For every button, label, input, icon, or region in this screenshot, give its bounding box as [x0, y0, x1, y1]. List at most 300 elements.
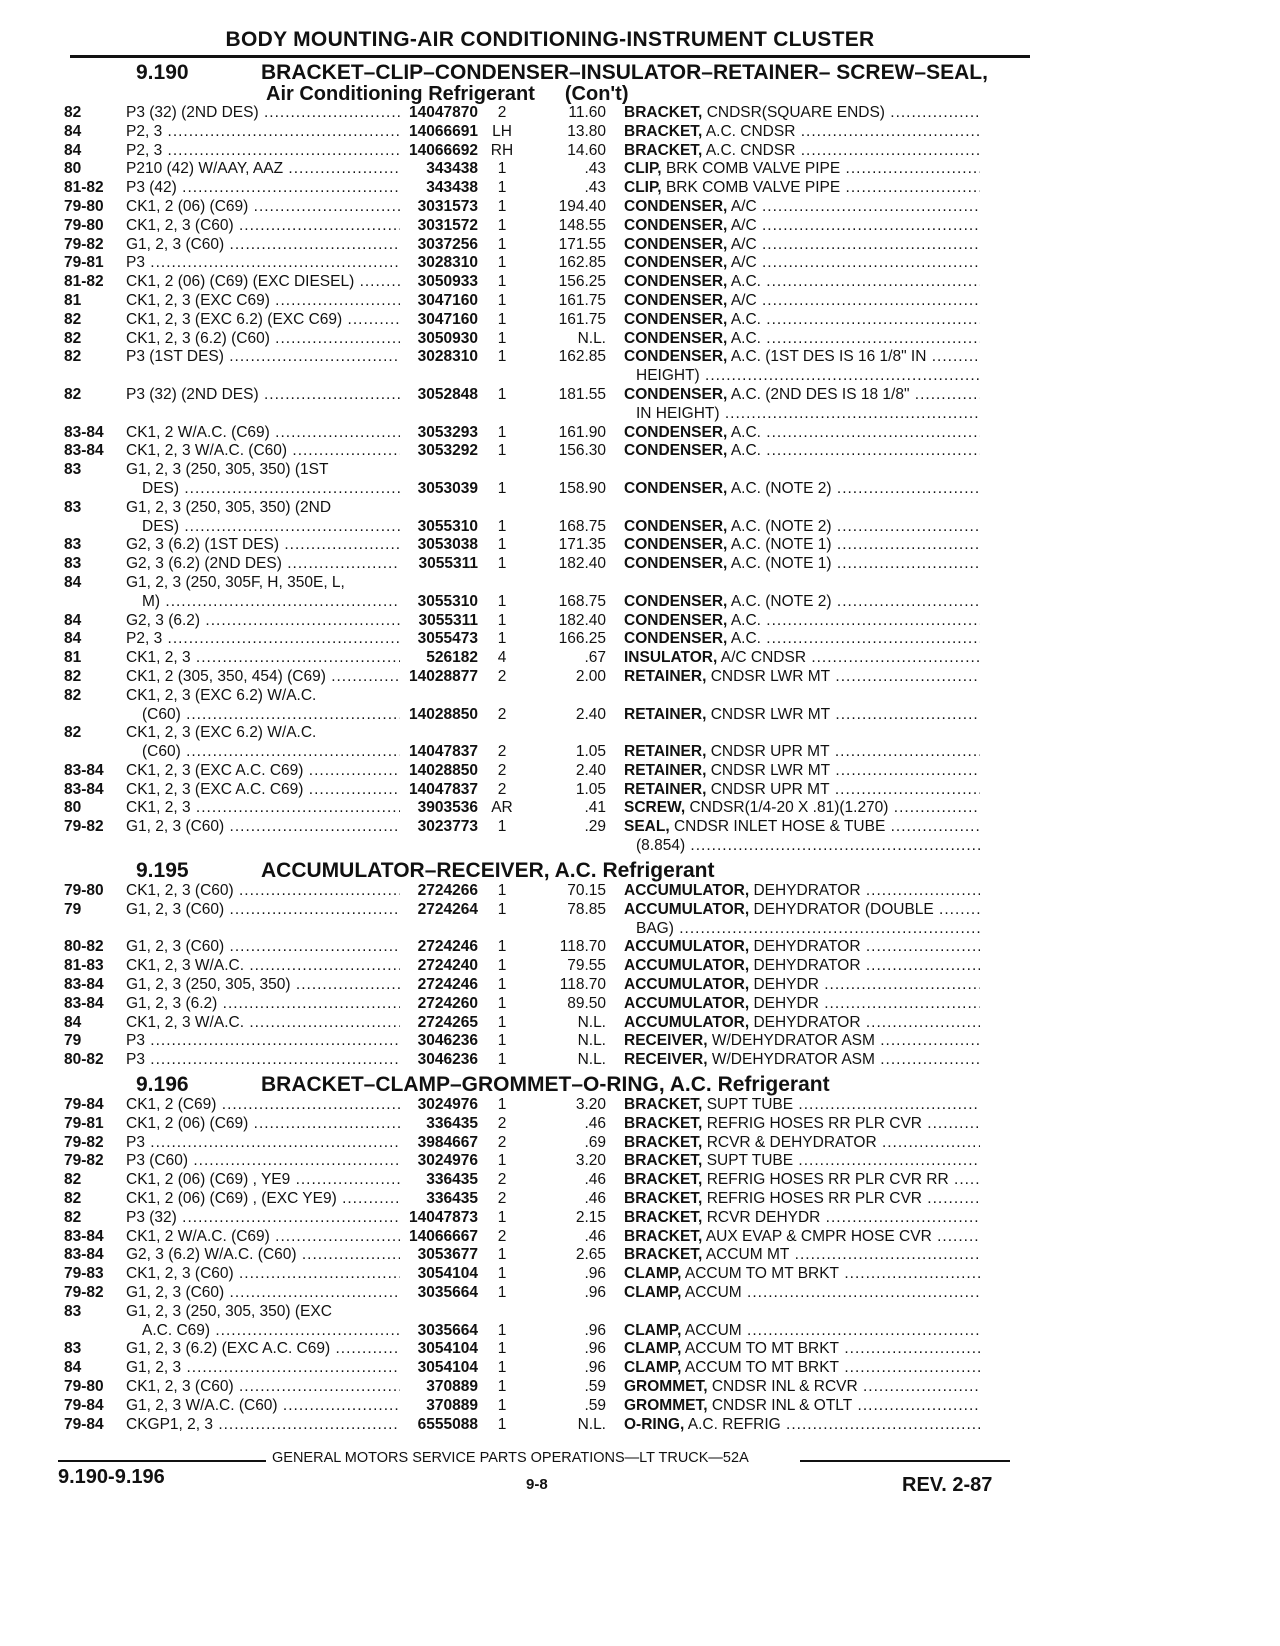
section-name: BRACKET–CLIP–CONDENSER–INSULATOR–RETAINER– SCREW–SEAL,: [261, 61, 988, 84]
description: [624, 536, 980, 555]
part-number: 14028850: [409, 761, 478, 779]
parts-row: [64, 555, 1044, 574]
part-detail: A/C: [730, 291, 757, 309]
model-years: 83-84: [64, 442, 104, 460]
price: 13.80: [567, 122, 606, 140]
parts-row: [64, 254, 1044, 273]
models-line: G2, 3 (6.2) (1ST DES) .....: [126, 536, 400, 553]
model-years: 82: [64, 348, 82, 366]
models: [126, 1152, 400, 1171]
parts-row: [64, 198, 1044, 217]
quantity: 1: [497, 1377, 507, 1395]
description: [624, 882, 980, 901]
models: [126, 198, 400, 217]
models-line: P3 (32) .....: [126, 1209, 400, 1226]
price: 158.90: [558, 479, 606, 497]
price: 166.25: [558, 630, 606, 648]
part-detail: A.C. (NOTE 2): [730, 517, 832, 535]
footer-rule-right: [800, 1460, 1010, 1462]
description-line: [624, 442, 980, 461]
model-years: 81-82: [64, 179, 104, 197]
description: [624, 1340, 980, 1359]
part-number: 3054104: [417, 1265, 478, 1283]
footer-section-range: 9.190-9.196: [58, 1466, 165, 1488]
price: N.L.: [577, 1013, 606, 1031]
price: 161.75: [558, 291, 606, 309]
model-years: 84: [64, 630, 82, 648]
part-number: 3053292: [417, 442, 478, 460]
models-line: G1, 2, 3 (6.2) (EXC A.C. C69) .....: [126, 1340, 400, 1357]
models: [126, 938, 400, 957]
parts-row: [64, 724, 1044, 762]
description-line: [624, 254, 980, 273]
section-9-190: [64, 62, 1044, 856]
part-detail: CNDSR INL & OTLT: [711, 1396, 853, 1414]
part-name: BRACKET,: [624, 1189, 703, 1207]
model-years: 79-82: [64, 1133, 104, 1151]
description-line: [624, 957, 980, 976]
model-years: 81-82: [64, 273, 104, 291]
models: [126, 1115, 400, 1134]
description-line: [624, 217, 980, 236]
models-line: CK1, 2 (06) (C69) , YE9 .....: [126, 1171, 400, 1188]
models: [126, 976, 400, 995]
description-line: [624, 1340, 980, 1359]
description-line: [624, 536, 980, 555]
description-line: [624, 799, 980, 818]
models-line: CK1, 2 W/A.C. (C69) .....: [126, 424, 400, 441]
models-line: CK1, 2, 3 (C60) .....: [126, 882, 400, 899]
description: [624, 976, 980, 995]
parts-row: [64, 799, 1044, 818]
models: [126, 1340, 400, 1359]
parts-row: [64, 1228, 1044, 1247]
part-name: BRACKET,: [624, 122, 703, 140]
part-detail: A/C: [730, 254, 757, 272]
part-number: 3053039: [417, 479, 478, 497]
models: [126, 799, 400, 818]
part-detail: W/DEHYDRATOR ASM: [711, 1032, 875, 1050]
part-name: RETAINER,: [624, 705, 707, 723]
quantity: 1: [497, 818, 507, 836]
description: [624, 743, 980, 762]
part-name: CLAMP,: [624, 1359, 682, 1377]
parts-row: [64, 649, 1044, 668]
part-name: BRACKET,: [624, 104, 703, 121]
models-line: (C60) .....: [126, 706, 400, 725]
description-continued: IN HEIGHT) .....: [624, 405, 980, 424]
description-line: [624, 424, 980, 443]
quantity: 1: [497, 882, 507, 899]
price: .96: [584, 1321, 606, 1339]
part-name: CLAMP,: [624, 1283, 682, 1301]
part-detail: A.C.: [730, 630, 761, 648]
model-years: 82: [64, 1208, 82, 1226]
models-line: G1, 2, 3 W/A.C. (C60) .....: [126, 1397, 400, 1414]
footer-revision: REV. 2-87: [902, 1474, 993, 1496]
price: 182.40: [558, 555, 606, 573]
part-name: CONDENSER,: [624, 254, 728, 272]
models-line: CK1, 2 (C69) .....: [126, 1096, 400, 1113]
price: 78.85: [567, 900, 606, 918]
part-name: BRACKET,: [624, 1171, 703, 1189]
description: [624, 442, 980, 461]
price: 2.00: [575, 667, 606, 685]
part-number: 336435: [426, 1171, 478, 1189]
description-line: [624, 1228, 980, 1247]
model-years: 82: [64, 1171, 82, 1189]
quantity: RH: [490, 141, 514, 159]
model-years: 79-80: [64, 1377, 104, 1395]
description: [624, 198, 980, 217]
part-name: BRACKET,: [624, 141, 703, 159]
quantity: 2: [497, 705, 507, 723]
part-name: RETAINER,: [624, 667, 707, 685]
models-line: CK1, 2, 3 (6.2) (C60) .....: [126, 330, 400, 347]
part-number: 3037256: [417, 235, 478, 253]
price: 182.40: [558, 611, 606, 629]
models-line: M) .....: [126, 593, 400, 612]
part-number: 14028850: [409, 705, 478, 723]
price: .46: [584, 1189, 606, 1207]
description-line: [624, 518, 980, 537]
description: [624, 1322, 980, 1341]
section-title: [64, 860, 1044, 882]
quantity: 1: [497, 235, 507, 253]
part-name: RETAINER,: [624, 780, 707, 798]
models-line: CK1, 2, 3 W/A.C. .....: [126, 1014, 400, 1031]
part-detail: DEHYDR: [753, 975, 819, 993]
models: [126, 818, 400, 837]
models-line: P210 (42) W/AAY, AAZ .....: [126, 160, 400, 177]
part-detail: REFRIG HOSES RR PLR CVR: [706, 1114, 922, 1132]
part-name: CONDENSER,: [624, 235, 728, 253]
description-line: [624, 104, 980, 123]
description: [624, 480, 980, 499]
part-detail: CNDSR(1/4-20 X .81)(1.270): [689, 799, 889, 817]
parts-row: [64, 1416, 1044, 1435]
models-line: G1, 2, 3 (250, 305, 350) (1ST: [126, 461, 329, 479]
part-number: 3028310: [417, 254, 478, 272]
models: [126, 536, 400, 555]
quantity: 1: [497, 555, 507, 573]
part-number: 370889: [426, 1396, 478, 1414]
part-name: CLIP,: [624, 160, 662, 178]
price: .96: [584, 1340, 606, 1358]
description: [624, 424, 980, 443]
description: [624, 901, 980, 939]
models: [126, 1014, 400, 1033]
part-name: RECEIVER,: [624, 1032, 708, 1050]
price: .41: [584, 799, 606, 817]
price: 3.20: [575, 1096, 606, 1113]
models: [126, 424, 400, 443]
models: [126, 1378, 400, 1397]
parts-row: [64, 273, 1044, 292]
description-line: [624, 706, 980, 725]
description: [624, 781, 980, 800]
models: [126, 160, 400, 179]
description: [624, 1134, 980, 1153]
quantity: AR: [491, 799, 513, 817]
parts-row: [64, 536, 1044, 555]
part-name: CONDENSER,: [624, 536, 728, 554]
part-number: 3055311: [418, 555, 478, 573]
price: 11.60: [568, 104, 606, 121]
part-number: 526182: [426, 649, 478, 667]
parts-row: [64, 160, 1044, 179]
models-line: A.C. C69) .....: [126, 1322, 400, 1341]
footer-page-number: 9-8: [526, 1476, 548, 1493]
section-9-196: [64, 1074, 1044, 1434]
price: 181.55: [558, 385, 606, 403]
model-years: 79-84: [64, 1096, 104, 1113]
part-detail: REFRIG HOSES RR PLR CVR: [706, 1189, 922, 1207]
part-number: 2724264: [417, 900, 478, 918]
description-line: [624, 236, 980, 255]
description: [624, 593, 980, 612]
quantity: 1: [497, 1340, 507, 1358]
models-line: P3 .....: [126, 1051, 400, 1068]
models: [126, 1134, 400, 1153]
description: [624, 1209, 980, 1228]
price: 162.85: [558, 348, 606, 366]
price: 156.25: [558, 273, 606, 291]
models-line: P2, 3 .....: [126, 142, 400, 159]
models: [126, 217, 400, 236]
price: .59: [584, 1377, 606, 1395]
description: [624, 1359, 980, 1378]
quantity: 1: [497, 994, 507, 1012]
models: [126, 612, 400, 631]
quantity: 2: [497, 1189, 507, 1207]
part-number: 3053677: [417, 1246, 478, 1264]
price: 118.70: [559, 975, 606, 993]
description: [624, 938, 980, 957]
part-detail: CNDSR INLET HOSE & TUBE: [673, 818, 886, 836]
parts-row: [64, 1265, 1044, 1284]
parts-row: [64, 1359, 1044, 1378]
parts-row: [64, 901, 1044, 939]
model-years: 80-82: [64, 938, 104, 956]
price: 118.70: [559, 938, 606, 956]
models: [126, 781, 400, 800]
description-line: [624, 1115, 980, 1134]
parts-row: [64, 179, 1044, 198]
part-detail: A.C.: [730, 611, 761, 629]
description-line: [624, 273, 980, 292]
quantity: 4: [497, 649, 507, 667]
price: 3.20: [575, 1152, 606, 1170]
description-line: [624, 762, 980, 781]
models: [126, 1228, 400, 1247]
model-years: 83: [64, 461, 82, 479]
description: [624, 518, 980, 537]
model-years: 84: [64, 122, 82, 140]
part-name: BRACKET,: [624, 1133, 703, 1151]
part-detail: CNDSR LWR MT: [710, 761, 831, 779]
models: [126, 386, 400, 405]
part-number: 3035664: [417, 1321, 478, 1339]
models-line: CK1, 2, 3 .....: [126, 649, 400, 666]
models-line: DES) .....: [126, 518, 400, 537]
part-detail: CNDSR UPR MT: [710, 743, 830, 761]
description: [624, 330, 980, 349]
description: [624, 348, 980, 386]
model-years: 83-84: [64, 1227, 104, 1245]
parts-row: [64, 1051, 1044, 1070]
description: [624, 1051, 980, 1070]
description-line: [624, 882, 980, 901]
model-years: 83: [64, 1340, 82, 1358]
parts-row: [64, 217, 1044, 236]
price: .96: [584, 1265, 606, 1283]
models-line: CK1, 2 (06) (C69) .....: [126, 198, 400, 215]
part-name: CONDENSER,: [624, 273, 728, 291]
models: [126, 123, 400, 142]
models-wrap: [126, 499, 400, 537]
part-name: ACCUMULATOR,: [624, 975, 750, 993]
part-detail: ACCUM: [684, 1321, 742, 1339]
part-number: 3024976: [417, 1152, 478, 1170]
quantity: 1: [497, 1096, 507, 1113]
description-continued: (8.854) .....: [624, 837, 980, 856]
models: [126, 330, 400, 349]
model-years: 84: [64, 1359, 82, 1377]
quantity: 1: [497, 273, 507, 291]
models-line: CK1, 2 (06) (C69) , (EXC YE9) .....: [126, 1190, 400, 1207]
part-number: 3047160: [417, 310, 478, 328]
part-name: CLAMP,: [624, 1340, 682, 1358]
part-name: CONDENSER,: [624, 555, 728, 573]
model-years: 80: [64, 799, 82, 817]
part-name: CONDENSER,: [624, 592, 728, 610]
model-years: 80: [64, 160, 82, 178]
part-name: CLAMP,: [624, 1265, 682, 1283]
quantity: 1: [497, 611, 507, 629]
price: 79.55: [567, 957, 606, 975]
description-line: [624, 160, 980, 179]
part-detail: DEHYDRATOR: [753, 938, 861, 956]
models: [126, 499, 400, 537]
models-line: G1, 2, 3 (C60) .....: [126, 818, 400, 835]
models-line: G1, 2, 3 (C60) .....: [126, 938, 400, 955]
quantity: 1: [497, 1283, 507, 1301]
model-years: 79-80: [64, 216, 104, 234]
part-number: 14047870: [409, 104, 478, 121]
models-line: G1, 2, 3 (C60) .....: [126, 236, 400, 253]
part-number: 14066667: [409, 1227, 478, 1245]
description: [624, 1190, 980, 1209]
parts-row: [64, 1209, 1044, 1228]
models: [126, 555, 400, 574]
models-line: CK1, 2, 3 (EXC A.C. C69) .....: [126, 781, 400, 798]
price: .67: [584, 649, 606, 667]
part-detail: SUPT TUBE: [706, 1152, 794, 1170]
price: 168.75: [558, 592, 606, 610]
parts-row: [64, 574, 1044, 612]
footer-rule-left: [58, 1460, 266, 1462]
description-line: [624, 348, 980, 367]
models: [126, 668, 400, 687]
description-line: [624, 1014, 980, 1033]
parts-row: [64, 781, 1044, 800]
part-detail: ACCUM MT: [705, 1246, 790, 1264]
part-detail: A.C. REFRIG: [687, 1415, 781, 1433]
part-number: 3035664: [417, 1283, 478, 1301]
models-line: G2, 3 (6.2) .....: [126, 612, 400, 629]
part-detail: A.C.: [730, 310, 761, 328]
part-detail: REFRIG HOSES RR PLR CVR RR: [706, 1171, 949, 1189]
part-number: 3053293: [417, 423, 478, 441]
parts-row: [64, 957, 1044, 976]
parts-row: [64, 104, 1044, 123]
model-years: 83: [64, 555, 82, 573]
quantity: 1: [497, 517, 507, 535]
part-number: 3052848: [417, 385, 478, 403]
part-name: CONDENSER,: [624, 630, 728, 648]
description: [624, 1397, 980, 1416]
model-years: 83-84: [64, 994, 104, 1012]
part-number: 336435: [426, 1189, 478, 1207]
description: [624, 1014, 980, 1033]
part-detail: CNDSR(SQUARE ENDS): [706, 104, 885, 121]
price: 2.65: [575, 1246, 606, 1264]
part-detail: A.C. CNDSR: [705, 122, 796, 140]
model-years: 79-80: [64, 197, 104, 215]
model-years: 79-81: [64, 254, 104, 272]
part-detail: A.C. (NOTE 2): [730, 592, 832, 610]
part-detail: A/C: [730, 216, 757, 234]
model-years: 79-82: [64, 818, 104, 836]
description-line: [624, 901, 980, 920]
models: [126, 762, 400, 781]
model-years: 79-84: [64, 1396, 104, 1414]
models-line: CK1, 2, 3 W/A.C. (C60) .....: [126, 442, 400, 459]
description-line: [624, 142, 980, 161]
description: [624, 1152, 980, 1171]
description: [624, 123, 980, 142]
part-name: CONDENSER,: [624, 385, 728, 403]
models: [126, 442, 400, 461]
part-name: SCREW,: [624, 799, 686, 817]
description: [624, 762, 980, 781]
model-years: 82: [64, 667, 82, 685]
section-name: ACCUMULATOR–RECEIVER, A.C. Refrigerant: [261, 859, 715, 882]
description: [624, 254, 980, 273]
part-detail: ACCUM TO MT BRKT: [684, 1359, 840, 1377]
part-name: GROMMET,: [624, 1396, 708, 1414]
description: [624, 668, 980, 687]
models-wrap: [126, 724, 400, 762]
part-number: 3047160: [417, 291, 478, 309]
price: 194.40: [558, 197, 606, 215]
section-title: [64, 62, 1044, 84]
models-line: G1, 2, 3 .....: [126, 1359, 400, 1376]
quantity: 1: [497, 1321, 507, 1339]
models: [126, 1246, 400, 1265]
part-number: 6555088: [417, 1415, 478, 1433]
quantity: 2: [497, 1114, 507, 1132]
parts-row: [64, 818, 1044, 856]
models-line: P3 (42) .....: [126, 179, 400, 196]
models-line: G1, 2, 3 (250, 305, 350) (EXC: [126, 1302, 332, 1320]
models: [126, 461, 400, 499]
models: [126, 687, 400, 725]
models: [126, 1397, 400, 1416]
part-number: 3984667: [417, 1133, 478, 1151]
parts-row: [64, 330, 1044, 349]
